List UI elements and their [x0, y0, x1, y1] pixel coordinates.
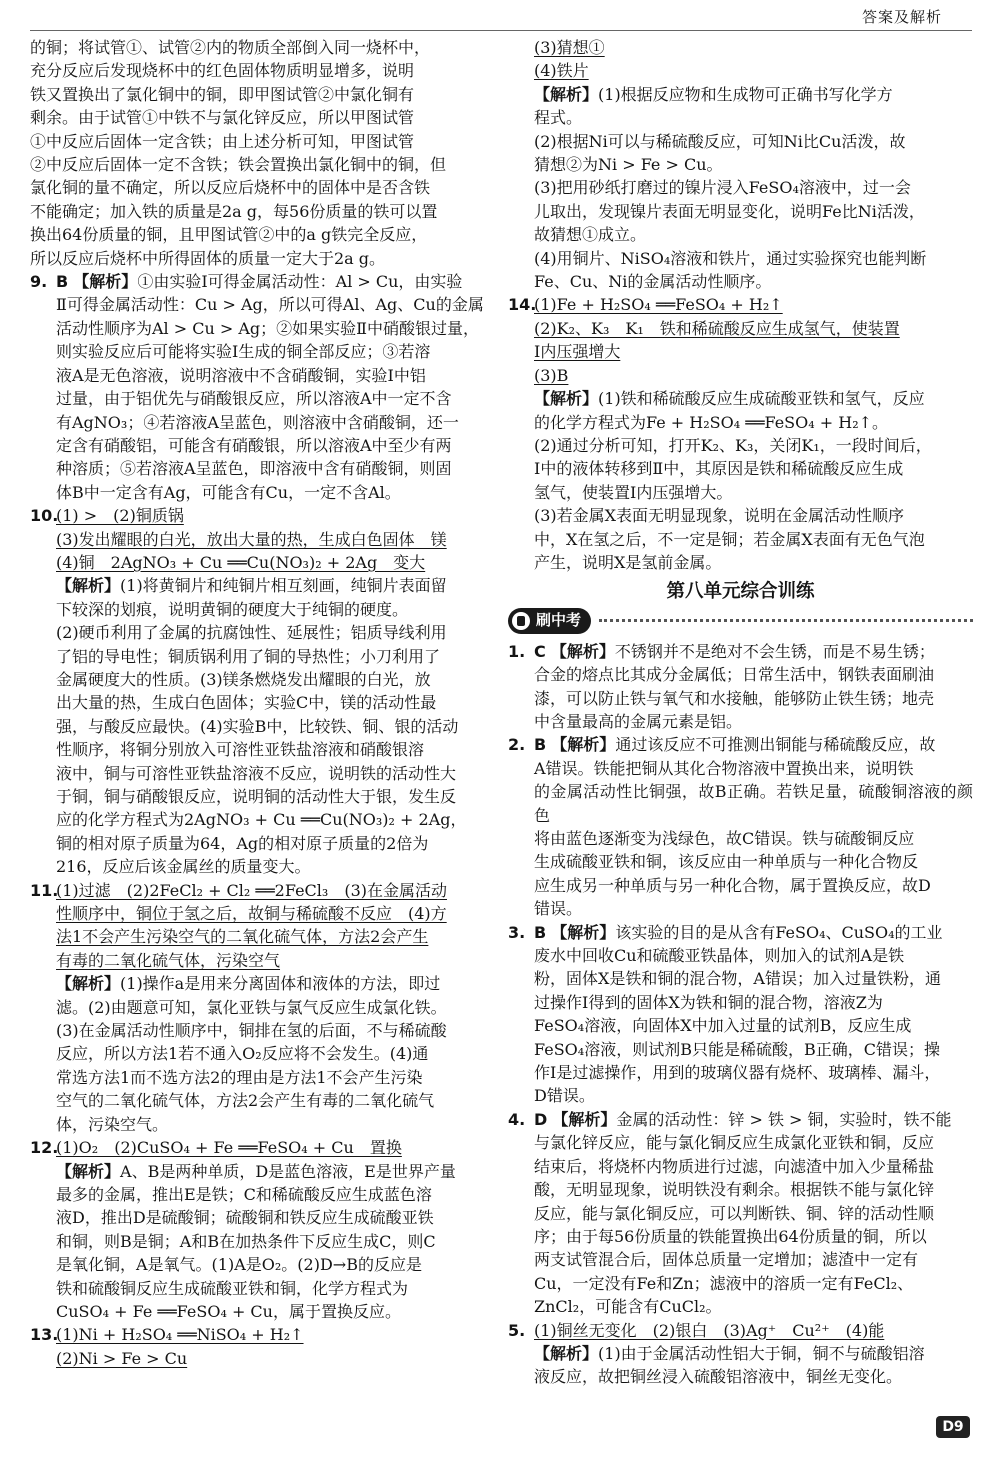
question-first-line [508, 1108, 973, 1131]
text-line: 合金的熔点比其成分金属低；日常生活中，钢铁表面刷油 [534, 665, 935, 685]
text-line: Cu，一定没有Fe和Zn；滤液中的溶质一定有FeCl₂、 [534, 1273, 914, 1293]
text-line: ZnCl₂，可能含有CuCl₂。 [534, 1297, 722, 1317]
question-13 [30, 1323, 492, 1370]
text-line: 铁又置换出了氯化铜中的铜，即甲图试管②中氯化铜有 [30, 84, 415, 104]
analysis-first-line [30, 972, 492, 995]
text-line: 儿取出，发现镍片表面无明显变化，说明Fe比Ni活泼， [534, 201, 925, 221]
answer-text: (2)Ni > Fe > Cu [56, 1348, 188, 1368]
text-line: Ⅱ可得金属活动性：Cu > Ag，所以可得Al、Ag、Cu的金属 [56, 295, 484, 315]
text-line: 将由蓝色逐渐变为浅绿色，故C错误。铁与硫酸铜反应 [534, 829, 915, 848]
question-first-line [508, 921, 973, 944]
text-line: 反应，能与氯化铜反应，可以判断铁、铜、锌的活动性顺 [534, 1203, 935, 1223]
text-line: 下较深的划痕，说明黄铜的硬度大于纯铜的硬度。 [56, 599, 409, 619]
answer-text: 有毒的二氧化硫气体，污染空气 [56, 950, 281, 970]
text-line: (4)用铜片、NiSO₄溶液和铁片，通过实验探究也能判断 [534, 248, 927, 268]
text-line: (1)铁和稀硫酸反应生成硫酸亚铁和氢气，反应 [598, 389, 925, 409]
answer-letter: B [56, 272, 69, 292]
text-line: 的铜；将试管①、试管②内的物质全部倒入同一烧杯中， [30, 38, 431, 57]
question-first-line [30, 270, 492, 293]
answer-text: (2)K₂、K₃ K₁ 铁和稀硫酸反应生成氢气，使装置 [534, 318, 900, 338]
answer-letter: B [534, 922, 547, 942]
page-number: D9 [936, 1416, 970, 1438]
text-line: FeSO₄溶液，向固体X中加入过量的试剂B，反应生成 [534, 1016, 912, 1036]
answer-text: (1)铜丝无变化 (2)银白 (3)Ag⁺ Cu²⁺ (4)能 [534, 1320, 885, 1340]
analysis-tag: 【解析】 [73, 272, 138, 292]
text-line: 氯化铜的量不确定，所以反应后烧杯中的固体中是否含铁 [30, 178, 431, 198]
text-line: 体B中一定含有Ag，可能含有Cu，一定不含Al。 [56, 482, 401, 502]
analysis-tag: 【解析】 [534, 84, 599, 104]
answer-text: 法1不会产生污染空气的二氧化硫气体，方法2会产生 [56, 927, 429, 947]
text-line: (1)操作a是用来分离固体和液体的方法，即过 [120, 974, 441, 994]
text-line: 的金属活动性比铜强，故B正确。若铁足量，硫酸铜溶液的颜色 [534, 782, 973, 825]
question-3 [508, 921, 973, 1108]
question-13-continued [508, 36, 973, 293]
text-line: 液反应，故把铜丝浸入硫酸铝溶液中，铜丝无变化。 [534, 1367, 903, 1387]
text-line: 程式。 [534, 108, 583, 128]
text-line: 则实验反应后可能将实验Ⅰ生成的铜全部反应；③若溶 [56, 342, 431, 362]
text-line: 中，X在氢之后，不一定是铜；若金属X表面有无色气泡 [534, 529, 925, 549]
text-line: 酸，无明显现象，说明铁没有剩余。根据铁不能与氯化锌 [534, 1180, 935, 1200]
question-number: 12. [30, 1138, 59, 1158]
text-line: 金属的活动性：锌 > 铁 > 铜，实验时，铁不能 [616, 1109, 952, 1129]
text-line: 废水中回收Cu和硫酸亚铁晶体，则加入的试剂A是铁 [534, 946, 905, 966]
text-line: (3)把用砂纸打磨过的镍片浸入FeSO₄溶液中，过一会 [534, 178, 911, 198]
text-line: 产生，说明X是氢前金属。 [534, 552, 722, 572]
answer-text: (1) > (2)铜质锅 [56, 506, 184, 526]
answer-letter: D [534, 1109, 548, 1129]
text-line: 的化学方程式为Fe + H₂SO₄ ══FeSO₄ + H₂↑。 [534, 412, 889, 432]
section-title: 第八单元综合训练 [666, 581, 815, 603]
analysis-tag: 【解析】 [552, 1109, 617, 1129]
text-line: Ⅰ中的液体转移到Ⅱ中，其原因是铁和稀硫酸反应生成 [534, 459, 904, 479]
analysis-tag: 【解析】 [56, 1161, 121, 1181]
text-line: 应生成另一种单质与另一种化合物，属于置换反应，故D [534, 875, 931, 895]
text-line: 最多的金属，推出E是铁；C和稀硫酸反应生成蓝色溶 [56, 1184, 432, 1204]
text-line: (2)根据Ni可以与稀硫酸反应，可知Ni比Cu活泼，故 [534, 131, 906, 151]
text-line: 故猜想①成立。 [534, 225, 647, 245]
question-number: 14. [508, 295, 537, 315]
text-line: 不锈钢并不是绝对不会生锈，而是不易生锈； [614, 641, 935, 661]
text-line: 猜想②为Ni > Fe > Cu。 [534, 155, 723, 175]
text-line: 液D，推出D是硫酸铜；硫酸铜和铁反应生成硫酸亚铁 [56, 1208, 434, 1228]
text-line: 和铜，则B是铜；A和B在加热条件下反应生成C，则C [56, 1231, 436, 1251]
answer-line [30, 1323, 492, 1346]
text-line: 氢气，使装置Ⅰ内压强增大。 [534, 482, 733, 502]
question-1 [508, 640, 973, 734]
text-line: 漆，可以防止铁与氧气和水接触，能够防止铁生锈；地壳 [534, 688, 935, 708]
text-line: 过量，由于铝优先与硝酸银反应，所以溶液A中一定不含 [56, 389, 452, 409]
text-line: 液中，铜与可溶性亚铁盐溶液不反应，说明铁的活动性大 [56, 763, 457, 783]
question-number: 2. [508, 735, 526, 755]
answer-line [30, 879, 492, 902]
text-line: 有AgNO₃；④若溶液A呈蓝色，则溶液中含硝酸铜，还一 [56, 412, 459, 432]
answer-text: (3)发出耀眼的白光，放出大量的热，生成白色固体 镁 [56, 529, 447, 549]
text-line: 所以反应后烧杯中所得固体的质量一定大于2a g。 [30, 248, 386, 268]
text-line: 滤。(2)由题意可知，氯化亚铁与氯气反应生成氯化铁。 [56, 997, 447, 1017]
question-first-line [508, 640, 973, 663]
answer-line [508, 293, 973, 316]
question-12 [30, 1136, 492, 1323]
question-number: 10. [30, 506, 59, 526]
analysis-tag: 【解析】 [56, 576, 121, 596]
text-line: 强，与酸反应最快。(4)实验B中，比较铁、铜、银的活动 [56, 716, 459, 736]
text-line: 中含量最高的金属元素是铝。 [534, 711, 743, 731]
text-line: (1)根据反应物和生成物可正确书写化学方 [598, 84, 893, 104]
answer-text: (4)铜 2AgNO₃ + Cu ══Cu(NO₃)₂ + 2Ag 变大 [56, 552, 426, 572]
text-line: 换出64份质量的铜，且甲图试管②中的a g铁完全反应， [30, 225, 428, 245]
brush-icon [512, 612, 530, 630]
question-5 [508, 1319, 973, 1389]
text-line: 常选方法1而不选方法2的理由是方法1不会产生污染 [56, 1067, 423, 1087]
text-line: 定含有硝酸铝，可能含有硝酸银，所以溶液A中至少有两 [56, 435, 452, 455]
text-line: 错误。 [534, 899, 583, 919]
answer-text: (4)铁片 [534, 61, 589, 81]
answer-line [508, 1319, 973, 1342]
text-line: 作Ⅰ是过滤操作，用到的玻璃仪器有烧杯、玻璃棒、漏斗， [534, 1063, 941, 1083]
text-line: ①中反应后固体一定含铁；由上述分析可知，甲图试管 [30, 131, 415, 151]
analysis-tag: 【解析】 [550, 641, 615, 661]
right-column [508, 36, 973, 1389]
text-line: ①由实验Ⅰ可得金属活动性：Al > Cu，由实验 [137, 272, 463, 292]
text-line: 粉，固体X是铁和铜的混合物，A错误；加入过量铁粉，通 [534, 969, 941, 989]
text-line: 是氧化铜，A是氧气。(1)A是O₂。(2)D→B的反应是 [56, 1255, 422, 1275]
dotted-divider [599, 619, 973, 622]
text-line: ②中反应后固体一定不含铁；铁会置换出氯化铜中的铜，但 [30, 155, 447, 175]
answer-line [30, 504, 492, 527]
text-line: 铜的相对原子质量为64，Ag的相对原子质量的2倍为 [56, 833, 429, 853]
question-number: 1. [508, 641, 526, 661]
analysis-tag: 【解析】 [551, 735, 616, 755]
question-10 [30, 504, 492, 879]
answer-text: (3)B [534, 365, 569, 385]
answer-text: 性顺序中，铜位于氢之后，故铜与稀硫酸不反应 (4)方 [56, 904, 447, 924]
analysis-first-line [508, 83, 973, 106]
answer-text: Ⅰ内压强增大 [534, 342, 621, 362]
text-line: 活动性顺序为Al > Cu > Ag；②如果实验Ⅱ中硝酸银过量， [56, 318, 480, 338]
question-number: 4. [508, 1109, 526, 1129]
text-line: 生成硫酸亚铁和铜，该反应由一种单质与一种化合物反 [534, 852, 919, 872]
analysis-first-line [30, 574, 492, 597]
text-line: 充分反应后发现烧杯中的红色固体物质明显增多，说明 [30, 61, 415, 81]
answer-line [30, 1136, 492, 1159]
intro-paragraph [30, 36, 492, 270]
question-2 [508, 733, 973, 920]
text-line: 不能确定；加入铁的质量是2a g，每56份质量的铁可以置 [30, 201, 438, 221]
analysis-tag: 【解析】 [56, 974, 121, 994]
question-9 [30, 270, 492, 504]
question-number: 13. [30, 1325, 59, 1345]
analysis-tag: 【解析】 [551, 922, 616, 942]
left-column [30, 36, 492, 1370]
text-line: 空气的二氧化硫气体，方法2会产生有毒的二氧化硫气 [56, 1091, 435, 1111]
analysis-first-line [508, 1342, 973, 1365]
text-line: 出大量的热，生成白色固体；实验C中，镁的活动性最 [56, 693, 437, 713]
answer-text: (1)Fe + H₂SO₄ ══FeSO₄ + H₂↑ [534, 295, 783, 315]
text-line: (3)在金属活动性顺序中，铜排在氢的后面，不与稀硫酸 [56, 1021, 447, 1041]
question-number: 3. [508, 922, 526, 942]
answer-letter: B [534, 735, 547, 755]
text-line: 通过该反应不可推测出铜能与稀硫酸反应，故 [615, 735, 936, 755]
text-line: 体，污染空气。 [56, 1114, 169, 1134]
question-number: 11. [30, 880, 59, 900]
question-number: 9. [30, 272, 48, 292]
question-11 [30, 879, 492, 1136]
question-number: 5. [508, 1320, 526, 1340]
section-badge-row [508, 608, 973, 634]
text-line: 铁和硫酸铜反应生成硫酸亚铁和铜，化学方程式为 [56, 1278, 409, 1298]
badge-label: 刷中考 [536, 611, 582, 630]
question-first-line [508, 733, 973, 756]
text-line: 两支试管混合后，固体总质量一定增加；滤渣中一定有 [534, 1250, 919, 1270]
text-line: 216，反应后该金属丝的质量变大。 [56, 857, 311, 877]
header-title: 答案及解析 [861, 8, 942, 26]
analysis-tag: 【解析】 [534, 389, 599, 409]
text-line: 于铜，铜与硝酸银反应，说明铜的活动性大于银，发生反 [56, 787, 457, 806]
text-line: 反应，所以方法1若不通入O₂反应将不会发生。(4)通 [56, 1044, 429, 1064]
text-line: (1)由于金属活动性铝大于铜，铜不与硫酸铝溶 [598, 1343, 925, 1363]
text-line: 应的化学方程式为2AgNO₃ + Cu ══Cu(NO₃)₂ + 2Ag， [56, 810, 467, 830]
analysis-tag: 【解析】 [534, 1343, 599, 1363]
question-14 [508, 293, 973, 574]
text-line: (1)将黄铜片和纯铜片相互刻画，纯铜片表面留 [120, 576, 447, 596]
text-line: 该实验的目的是从含有FeSO₄、CuSO₄的工业 [615, 922, 943, 942]
question-4 [508, 1108, 973, 1319]
header-divider [30, 30, 972, 31]
text-line: 了铝的导电性；铜质锅利用了铜的导热性；小刀利用了 [56, 646, 441, 666]
analysis-first-line [30, 1160, 492, 1183]
answer-text: (3)猜想① [534, 38, 605, 57]
text-line: 与氯化锌反应，能与氯化铜反应生成氯化亚铁和铜，反应 [534, 1133, 935, 1153]
text-line: FeSO₄溶液，则试剂B只能是稀硫酸，B正确，C错误；操 [534, 1039, 940, 1059]
text-line: (3)若金属X表面无明显现象，说明在金属活动性顺序 [534, 506, 905, 526]
text-line: (2)通过分析可知，打开K₂、K₃，关闭K₁，一段时间后， [534, 435, 932, 455]
analysis-first-line [508, 387, 973, 410]
text-line: 种溶质；⑤若溶液A呈蓝色，即溶液中含有硝酸铜，则固 [56, 459, 452, 479]
text-line: A错误。铁能把铜从其化合物溶液中置换出来，说明铁 [534, 758, 914, 778]
answer-text: (1)过滤 (2)2FeCl₂ + Cl₂ ══2FeCl₃ (3)在金属活动 [56, 880, 447, 900]
answer-text: (1)Ni + H₂SO₄ ══NiSO₄ + H₂↑ [56, 1325, 304, 1345]
text-line: 过操作Ⅰ得到的固体X为铁和铜的混合物，溶液Z为 [534, 992, 883, 1012]
text-line: CuSO₄ + Fe ══FeSO₄ + Cu，属于置换反应。 [56, 1301, 401, 1321]
text-line: 剩余。由于试管①中铁不与氯化锌反应，所以甲图试管 [30, 108, 415, 128]
text-line: 性顺序，将铜分别放入可溶性亚铁盐溶液和硝酸银溶 [56, 740, 425, 760]
text-line: (2)硬币利用了金属的抗腐蚀性、延展性；铝质导线利用 [56, 623, 447, 643]
text-line: 液A是无色溶液，说明溶液中不含硝酸铜，实验Ⅰ中铝 [56, 365, 426, 385]
text-line: D错误。 [534, 1086, 595, 1106]
section-badge [508, 608, 591, 634]
text-line: Fe、Cu、Ni的金属活动性顺序。 [534, 272, 772, 292]
answer-text: (1)O₂ (2)CuSO₄ + Fe ══FeSO₄ + Cu 置换 [56, 1138, 402, 1158]
text-line: 序；由于每56份质量的铁能置换出64份质量的铜，所以 [534, 1226, 927, 1246]
text-line: A、B是两种单质，D是蓝色溶液，E是世界产量 [120, 1161, 456, 1181]
text-line: 金属硬度大的性质。(3)镁条燃烧发出耀眼的白光，放 [56, 669, 431, 689]
text-line: 结束后，将烧杯内物质进行过滤，向滤渣中加入少量稀盐 [534, 1156, 935, 1176]
answer-letter: C [534, 641, 546, 661]
